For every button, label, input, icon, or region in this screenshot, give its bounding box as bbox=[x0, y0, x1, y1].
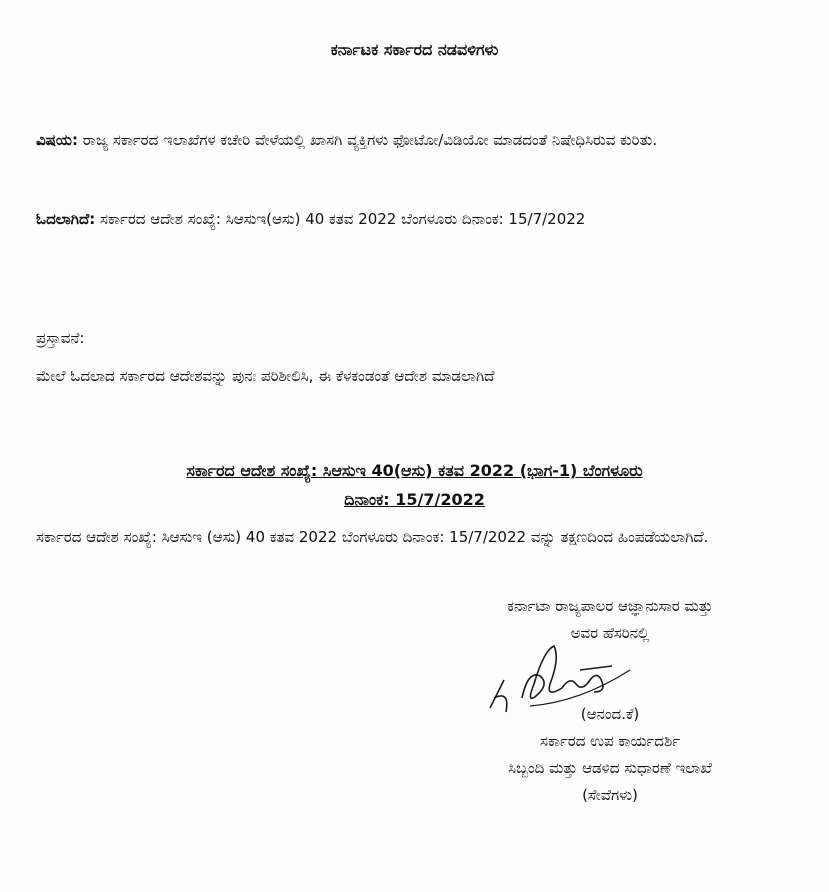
document-title: ಕರ್ನಾಟಕ ಸರ್ಕಾರದ ನಡವಳಿಗಳು bbox=[330, 40, 499, 59]
order-heading-line1: ಸರ್ಕಾರದ ಆದೇಶ ಸಂಖ್ಯೆ: ಸಿಆಸುಇ 40(ಆಸು) ಕತವ 2022 (ಭಾಗ-1) ಬೆಂಗಳೂರು bbox=[186, 461, 643, 480]
order-heading-line2: ದಿನಾಂಕ: 15/7/2022 bbox=[344, 490, 485, 509]
subject-label: ವಿಷಯ: bbox=[36, 131, 78, 149]
subject-paragraph bbox=[36, 125, 806, 156]
signatory-section: (ಸೇವೆಗಳು) bbox=[582, 786, 638, 804]
read-text: ಸರ್ಕಾರದ ಆದೇಶ ಸಂಖ್ಯೆ: ಸಿಆಸುಇ(ಆಸು) 40 ಕತವ 2022 ಬೆಂಗಳೂರು ದಿನಾಂಕ: 15/7/2022 bbox=[95, 210, 586, 228]
signatory-name: (ಆನಂದ.ಕೆ) bbox=[580, 705, 640, 723]
signatory-department: ಸಿಬ್ಬಂದಿ ಮತ್ತು ಆಡಳಿದ ಸುಧಾರಣೆ ಇಲಾಖೆ bbox=[508, 759, 712, 777]
order-body: ಸರ್ಕಾರದ ಆದೇಶ ಸಂಖ್ಯೆ: ಸಿಆಸುಇ (ಆಸು) 40 ಕತವ 2022 ಬೆಂಗಳೂರು ದಿನಾಂಕ: 15/7/2022 ವನ್ನು ತಕ್ಷಣದಿಂದ ಹಿಂಪಡೆಯಲಾಗಿದೆ. bbox=[36, 528, 709, 546]
authority-lines bbox=[400, 593, 820, 647]
signatory-designation: ಸರ್ಕಾರದ ಉಪ ಕಾರ್ಯದರ್ಶಿ bbox=[539, 732, 680, 750]
authority-line2: ಅವರ ಹೆಸರಿನಲ್ಲಿ bbox=[570, 624, 650, 642]
authority-line1: ಕರ್ನಾಟಾ ರಾಜ್ಯಪಾಲರ ಆಜ್ಞಾನುಸಾರ ಮತ್ತು bbox=[507, 597, 713, 615]
read-label: ಓದಲಾಗಿದೆ: bbox=[36, 210, 96, 228]
subject-text: ರಾಜ್ಯ ಸರ್ಕಾರದ ಇಲಾಖೆಗಳ ಕಚೇರಿ ವೇಳೆಯಲ್ಲಿ ಖಾಸಗಿ ವ್ಯಕ್ತಿಗಳು ಫೋಟೋ/ವಿಡಿಯೋ ಮಾಡದಂತೆ ನಿಷೇಧಿಸಿರುವ ಕುರಿತು. bbox=[77, 131, 658, 149]
signatory-details bbox=[400, 701, 820, 809]
read-paragraph bbox=[36, 204, 806, 235]
order-heading bbox=[0, 456, 829, 514]
preamble-text: ಮೇಲೆ ಓದಲಾದ ಸರ್ಕಾರದ ಆದೇಶವನ್ನು ಪುನಃ ಪರಿಶೀಲಿಸಿ, ಈ ಕೆಳಕಂಡಂತೆ ಆದೇಶ ಮಾಡಲಾಗಿದೆ bbox=[36, 367, 495, 385]
preamble-label: ಪ್ರಸ್ತಾವನೆ: bbox=[36, 329, 85, 347]
